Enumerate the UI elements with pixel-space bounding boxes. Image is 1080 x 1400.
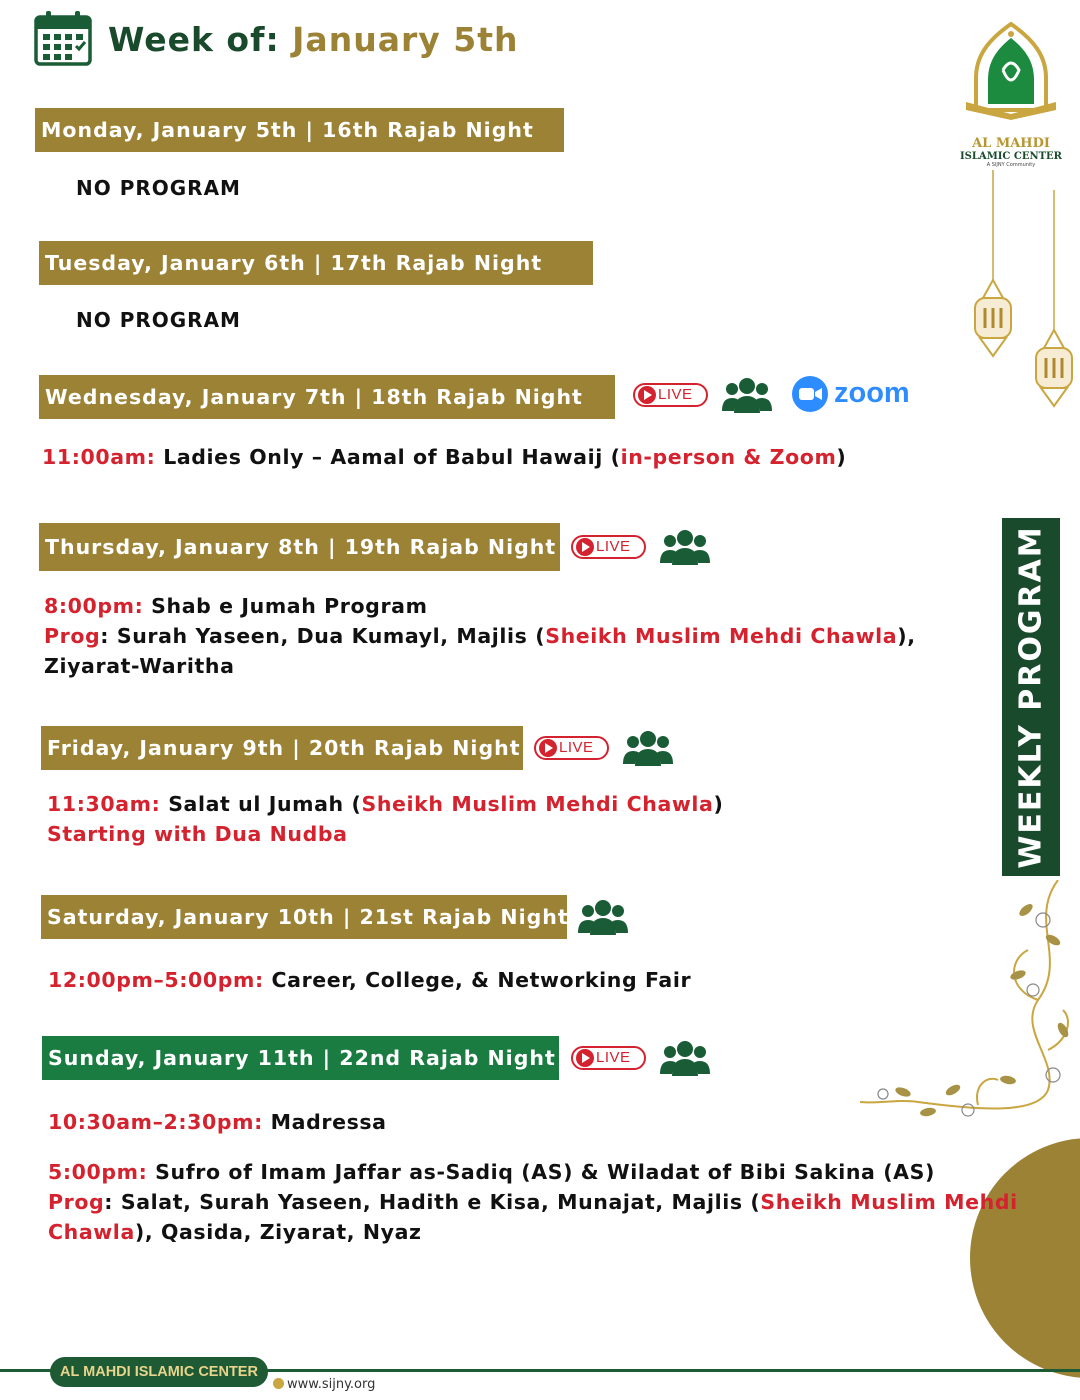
thursday-line-3: Ziyarat-Waritha — [44, 654, 235, 678]
day-header-thursday: Thursday, January 8th | 19th Rajab Night — [39, 523, 560, 571]
event-time: 5:00pm: — [48, 1160, 148, 1184]
gold-circle-decoration — [970, 1138, 1080, 1378]
in-person-icon — [623, 730, 673, 766]
live-badge-thursday: LIVE — [571, 535, 646, 559]
center-logo — [958, 20, 1064, 170]
day-header-saturday: Saturday, January 10th | 21st Rajab Night — [41, 895, 567, 939]
friday-line-1: 11:30am: Salat ul Jumah (Sheikh Muslim Mehdi Chawla) — [47, 792, 724, 816]
wednesday-line-1: 11:00am: Ladies Only – Aamal of Babul Hawaij (in-person & Zoom) — [42, 445, 847, 469]
day-header-sunday: Sunday, January 11th | 22nd Rajab Night — [42, 1036, 559, 1080]
logo-name-line1: AL MAHDI — [972, 136, 1050, 151]
play-icon — [576, 538, 594, 556]
sunday-line-4: Chawla), Qasida, Ziyarat, Nyaz — [48, 1220, 422, 1244]
zoom-camera-icon — [792, 376, 828, 412]
day-header-wednesday: Wednesday, January 7th | 18th Rajab Night — [39, 375, 615, 419]
page-title — [108, 20, 518, 59]
globe-icon — [273, 1378, 284, 1389]
thursday-line-1: 8:00pm: Shab e Jumah Program — [44, 594, 428, 618]
lantern-decoration — [968, 170, 1080, 430]
zoom-label: zoom — [834, 377, 910, 409]
event-time: 11:00am: — [42, 445, 156, 469]
in-person-icon — [660, 529, 710, 565]
logo-tagline: A SIJNY Community — [986, 162, 1036, 168]
in-person-icon — [722, 377, 772, 413]
weekly-program-banner — [1002, 518, 1060, 876]
event-time: 8:00pm: — [44, 594, 144, 618]
zoom-logo — [792, 376, 910, 412]
mosque-dome-icon — [958, 20, 1064, 120]
sunday-line-2: 5:00pm: Sufro of Imam Jaffar as-Sadiq (AS) & Wiladat of Bibi Sakina (AS) — [48, 1160, 935, 1184]
day-header-monday: Monday, January 5th | 16th Rajab Night — [35, 108, 564, 152]
event-time: 11:30am: — [47, 792, 161, 816]
footer-org-name: AL MAHDI ISLAMIC CENTER — [50, 1357, 268, 1387]
footer-website[interactable]: www.sijny.org — [273, 1377, 375, 1392]
event-time: 12:00pm–5:00pm: — [48, 968, 264, 992]
title-date: January 5th — [292, 20, 519, 59]
sunday-line-1: 10:30am–2:30pm: Madressa — [48, 1110, 387, 1134]
day-header-tuesday: Tuesday, January 6th | 17th Rajab Night — [39, 241, 593, 285]
sunday-line-3: Prog: Salat, Surah Yaseen, Hadith e Kisa, Munajat, Majlis (Sheikh Muslim Mehdi — [48, 1190, 1018, 1214]
play-icon — [638, 386, 656, 404]
calendar-icon — [34, 10, 92, 66]
play-icon — [576, 1049, 594, 1067]
play-icon — [539, 739, 557, 757]
weekly-program-label: WEEKLY PROGRAM — [1013, 525, 1049, 869]
monday-no-program: NO PROGRAM — [76, 176, 241, 200]
live-badge-wednesday: LIVE — [633, 383, 708, 407]
logo-name-line2: ISLAMIC CENTER — [960, 151, 1062, 162]
event-time: 10:30am–2:30pm: — [48, 1110, 263, 1134]
in-person-icon — [578, 899, 628, 935]
live-badge-sunday: LIVE — [571, 1046, 646, 1070]
day-header-friday: Friday, January 9th | 20th Rajab Night — [41, 726, 523, 770]
tuesday-no-program: NO PROGRAM — [76, 308, 241, 332]
in-person-icon — [660, 1040, 710, 1076]
live-badge-friday: LIVE — [534, 736, 609, 760]
title-prefix: Week of: — [108, 20, 280, 59]
saturday-line-1: 12:00pm–5:00pm: Career, College, & Networking Fair — [48, 968, 692, 992]
floral-decoration — [858, 880, 1080, 1130]
friday-line-2: Starting with Dua Nudba — [47, 822, 348, 846]
thursday-line-2: Prog: Surah Yaseen, Dua Kumayl, Majlis (Sheikh Muslim Mehdi Chawla), — [44, 624, 916, 648]
